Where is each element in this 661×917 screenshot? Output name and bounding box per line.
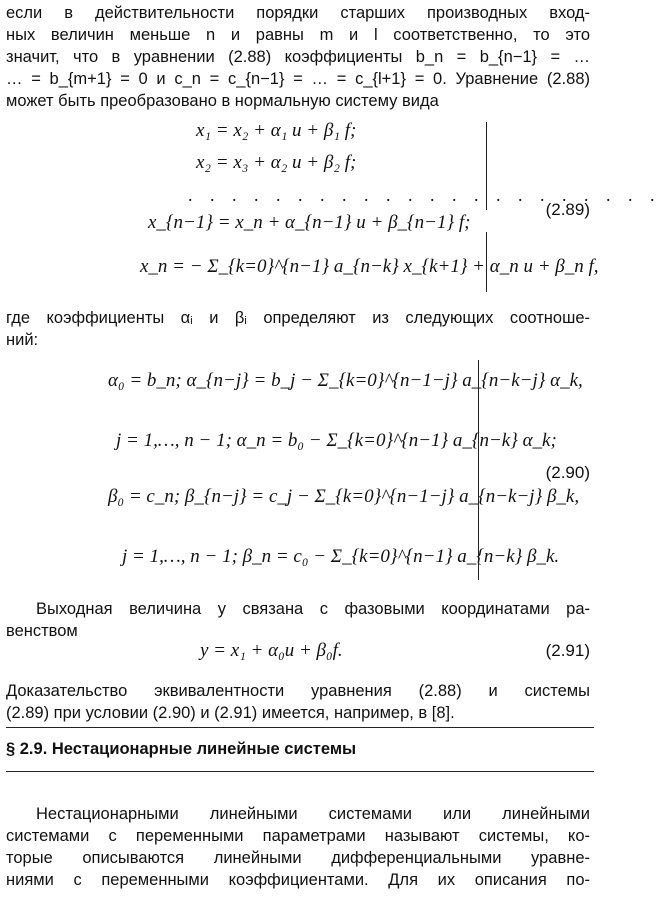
equation-line: j = 1,…, n − 1; β_n = c₀ − Σ_{k=0}^{n−1} a_{n−k} β_k. bbox=[122, 546, 560, 567]
equation-number: (2.91) bbox=[545, 641, 590, 660]
equation-number: (2.90) bbox=[545, 463, 590, 482]
text-line: Выходная величина y связана с фазовыми координатами ра- bbox=[36, 600, 590, 618]
rule-top bbox=[6, 727, 594, 728]
text-line: значит, что в уравнении (2.88) коэффициенты b_n = b_{n−1} = … bbox=[6, 48, 590, 66]
text-line: ниями с переменными коэффициентами. Для их описания по- bbox=[6, 871, 590, 889]
brace-bottom bbox=[478, 232, 487, 292]
equation-line: j = 1,…, n − 1; α_n = b₀ − Σ_{k=0}^{n−1} a_{n−k} α_k; bbox=[116, 430, 557, 451]
equation-line: x₁ = x₂ + α₁ u + β₁ f; bbox=[196, 120, 357, 141]
text-line: может быть преобразовано в нормальную систему вида bbox=[6, 92, 439, 110]
text-line: системами с переменными параметрами называют системы, ко- bbox=[6, 827, 590, 845]
text-line: венством bbox=[6, 622, 78, 640]
text-line: Нестационарными линейными системами или линейными bbox=[36, 805, 590, 823]
equation-line: x₂ = x₃ + α₂ u + β₂ f; bbox=[196, 152, 357, 173]
equation-line: x_n = − Σ_{k=0}^{n−1} a_{n−k} x_{k+1} + α_n u + β_n f, bbox=[140, 256, 599, 277]
text-line: (2.89) при условии (2.90) и (2.91) имеется, например, в [8]. bbox=[6, 704, 455, 722]
text-line: ных величин меньше n и равны m и l соответственно, то это bbox=[6, 26, 590, 44]
equation-line: x_{n−1} = x_n + α_{n−1} u + β_{n−1} f; bbox=[148, 212, 471, 233]
brace-top bbox=[478, 122, 487, 210]
ellipsis-row: . . . . . . . . . . . . . . . . . . . . . . bbox=[188, 185, 661, 205]
rule-bottom bbox=[6, 771, 594, 772]
text-line: торые описываются линейными дифференциальными уравне- bbox=[6, 849, 590, 867]
text-line: где коэффициенты αᵢ и βᵢ определяют из следующих соотноше- bbox=[6, 309, 590, 327]
equation-line: β₀ = c_n; β_{n−j} = c_j − Σ_{k=0}^{n−1−j} a_{n−k−j} β_k, bbox=[108, 486, 580, 507]
equation-line: y = x₁ + α₀u + β₀f. bbox=[200, 640, 343, 661]
text-line: если в действительности порядки старших производных вход- bbox=[6, 4, 590, 22]
section-heading: § 2.9. Нестационарные линейные системы bbox=[6, 740, 357, 758]
text-line: Доказательство эквивалентности уравнения (2.88) и системы bbox=[6, 682, 590, 700]
text-line: … = b_{m+1} = 0 и c_n = c_{n−1} = … = c_{l+1} = 0. Уравнение (2.88) bbox=[6, 70, 590, 88]
text-line: ний: bbox=[6, 331, 39, 349]
brace-290 bbox=[470, 360, 479, 580]
equation-number: (2.89) bbox=[545, 200, 590, 219]
equation-line: α₀ = b_n; α_{n−j} = b_j − Σ_{k=0}^{n−1−j} a_{n−k−j} α_k, bbox=[108, 370, 583, 391]
